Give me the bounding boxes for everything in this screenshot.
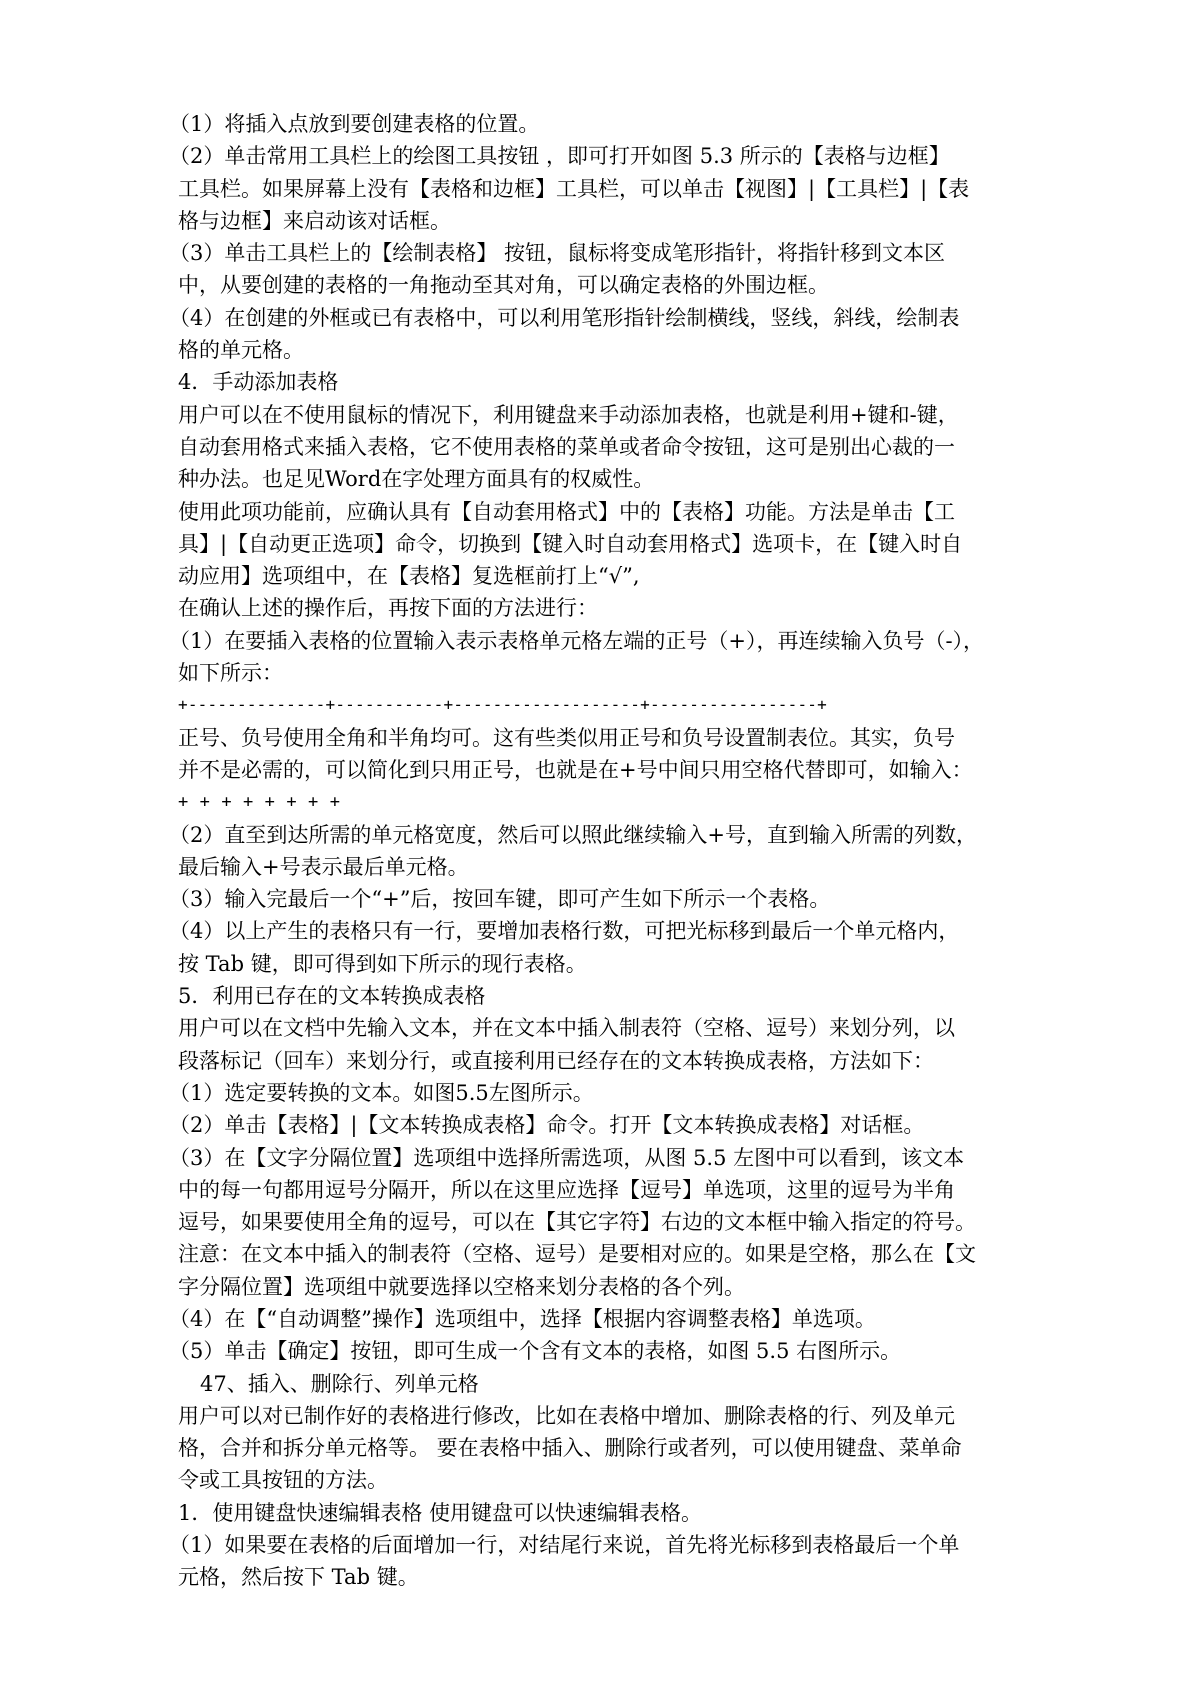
paragraph-line: 用户可以在文档中先输入文本，并在文本中插入制表符（空格、逗号）来划分列，以 (178, 1016, 955, 1041)
plus-minus-rule: +--------------+-----------+-------------------+-----------------+ (178, 695, 827, 715)
paragraph-line: 工具栏。如果屏幕上没有【表格和边框】工具栏，可以单击【视图】|【工具栏】|【表 (178, 176, 970, 201)
paragraph-line: （3）输入完最后一个“+”后，按回车键，即可产生如下所示一个表格。 (169, 887, 831, 912)
paragraph-line: （1）将插入点放到要创建表格的位置。 (169, 112, 540, 136)
paragraph-line: 字分隔位置】选项组中就要选择以空格来划分表格的各个列。 (178, 1274, 745, 1299)
paragraph-line: （2）直至到达所需的单元格宽度，然后可以照此继续输入+号，直到输入所需的列数， (169, 822, 977, 847)
paragraph-line: （1）如果要在表格的后面增加一行，对结尾行来说，首先将光标移到表格最后一个单 (169, 1533, 960, 1558)
paragraph-line: （2）单击【表格】|【文本转换成表格】命令。打开【文本转换成表格】对话框。 (169, 1113, 925, 1138)
paragraph-line: 如下所示： (178, 661, 283, 686)
paragraph-line: （3）在【文字分隔位置】选项组中选择所需选项，从图 5.5 左图中可以看到，该文本 (169, 1145, 965, 1170)
paragraph-line: 元格，然后按下 Tab 键。 (178, 1565, 419, 1590)
paragraph-line: 在确认上述的操作后，再按下面的方法进行： (178, 596, 598, 621)
paragraph-line: 1．使用键盘快速编辑表格 使用键盘可以快速编辑表格。 (178, 1500, 703, 1525)
paragraph-line: 用户可以对已制作好的表格进行修改，比如在表格中增加、删除表格的行、列及单元 (178, 1403, 955, 1428)
paragraph-line: 格与边框】来启动该对话框。 (178, 208, 451, 233)
paragraph-line: 自动套用格式来插入表格，它不使用表格的菜单或者命令按钮，这可是别出心裁的一 (178, 434, 955, 459)
paragraph-line: 令或工具按钮的方法。 (178, 1468, 388, 1493)
paragraph-line: 种办法。也足见Word在字处理方面具有的权威性。 (178, 467, 655, 492)
paragraph-line: 按 Tab 键，即可得到如下所示的现行表格。 (178, 951, 587, 976)
paragraph-line: 并不是必需的，可以简化到只用正号，也就是在+号中间只用空格代替即可，如输入： (178, 757, 973, 782)
paragraph-line: 使用此项功能前，应确认具有【自动套用格式】中的【表格】功能。方法是单击【工 (178, 499, 955, 524)
paragraph-line: 正号、负号使用全角和半角均可。这有些类似用正号和负号设置制表位。其实，负号 (178, 725, 955, 750)
paragraph-line: （1）选定要转换的文本。如图5.5左图所示。 (169, 1080, 594, 1105)
paragraph-line: （5）单击【确定】按钮，即可生成一个含有文本的表格，如图 5.5 右图所示。 (169, 1339, 902, 1364)
section-heading: 47、插入、删除行、列单元格 (200, 1371, 479, 1396)
paragraph-line: 格的单元格。 (178, 338, 304, 363)
paragraph-line: （2）单击常用工具栏上的绘图工具按钮 ，即可打开如图 5.3 所示的【表格与边框】 (169, 144, 950, 169)
paragraph-line: 动应用】选项组中，在【表格】复选框前打上“√”, (178, 564, 640, 589)
paragraph-line: 具】|【自动更正选项】命令，切换到【键入时自动套用格式】选项卡，在【键入时自 (178, 531, 963, 556)
paragraph-line: 逗号，如果要使用全角的逗号，可以在【其它字符】右边的文本框中输入指定的符号。 (178, 1210, 976, 1235)
paragraph-line: （4）以上产生的表格只有一行，要增加表格行数，可把光标移到最后一个单元格内， (169, 919, 960, 944)
paragraph-line: （1）在要插入表格的位置输入表示表格单元格左端的正号（+），再连续输入负号（-）， (169, 628, 985, 653)
paragraph-line: 最后输入+号表示最后单元格。 (178, 854, 469, 879)
section-heading: 5．利用已存在的文本转换成表格 (178, 984, 486, 1009)
paragraph-line: （4）在【“自动调整”操作】选项组中，选择【根据内容调整表格】单选项。 (169, 1306, 876, 1331)
plus-sign-row: + + + + + + + + (178, 792, 341, 813)
paragraph-line: （3）单击工具栏上的【绘制表格】 按钮，鼠标将变成笔形指针，将指针移到文本区 (169, 241, 946, 266)
paragraph-line: （4）在创建的外框或已有表格中，可以利用笔形指针绘制横线，竖线，斜线，绘制表 (169, 305, 960, 330)
paragraph-line: 中的每一句都用逗号分隔开，所以在这里应选择【逗号】单选项，这里的逗号为半角 (178, 1177, 955, 1202)
section-heading: 4．手动添加表格 (178, 370, 339, 395)
paragraph-line: 中，从要创建的表格的一角拖动至其对角，可以确定表格的外围边框。 (178, 273, 829, 298)
paragraph-line: 段落标记（回车）来划分行，或直接利用已经存在的文本转换成表格，方法如下： (178, 1048, 934, 1073)
paragraph-line: 注意：在文本中插入的制表符（空格、逗号）是要相对应的。如果是空格，那么在【文 (178, 1242, 976, 1267)
paragraph-line: 格，合并和拆分单元格等。 要在表格中插入、删除行或者列，可以使用键盘、菜单命 (178, 1436, 962, 1461)
document-page (169, 108, 1076, 1594)
paragraph-line: 用户可以在不使用鼠标的情况下，利用键盘来手动添加表格，也就是利用+键和-键， (178, 402, 959, 427)
